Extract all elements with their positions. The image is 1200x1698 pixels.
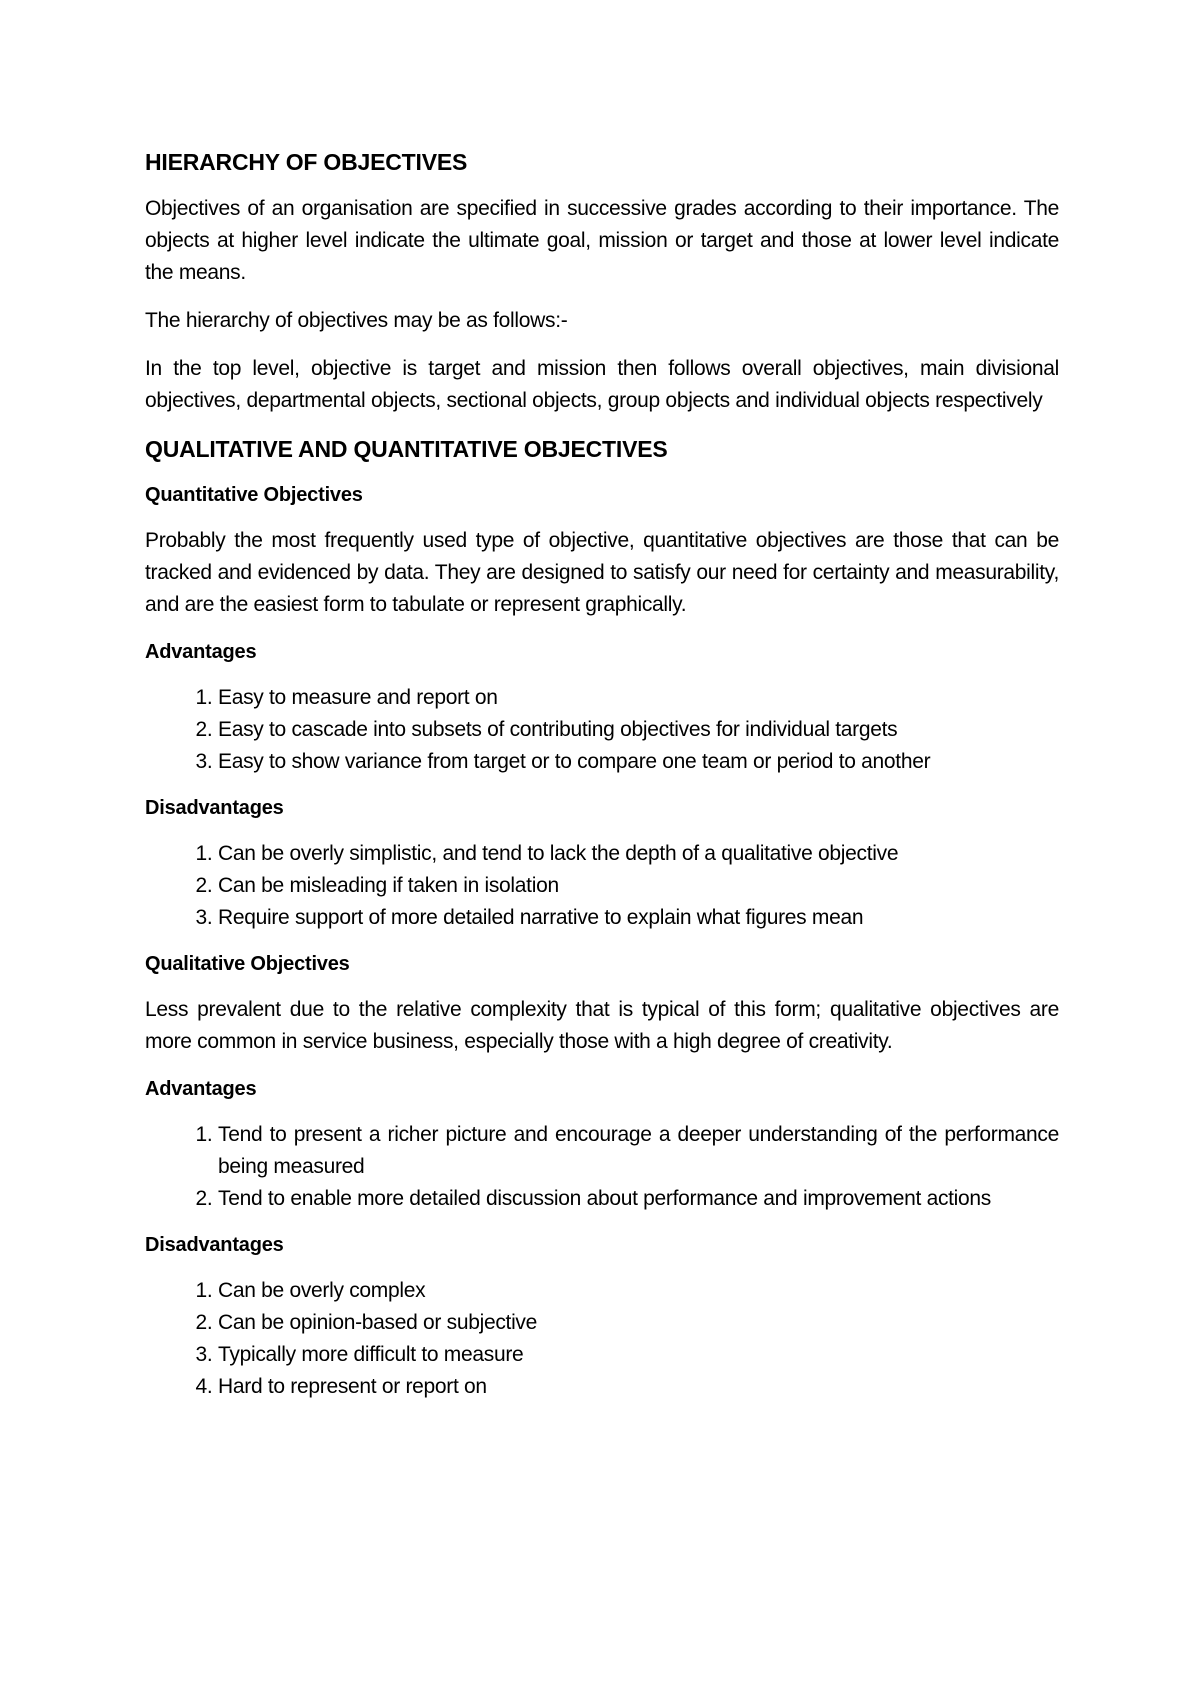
qualitative-advantages-heading: Advantages: [145, 1078, 257, 1100]
list-item: 1. Can be overly simplistic, and tend to lack the depth of a qualitative objective: [218, 838, 1059, 870]
quantitative-advantages-heading: Advantages: [145, 641, 257, 663]
qualitative-heading: Qualitative Objectives: [145, 953, 350, 975]
qualitative-disadvantages-list: [145, 1275, 1059, 1403]
quantitative-disadvantages-list: [145, 838, 1059, 934]
quantitative-disadvantages-heading: Disadvantages: [145, 797, 284, 819]
qual-quant-title: QUALITATIVE AND QUANTITATIVE OBJECTIVES: [145, 436, 668, 462]
list-item: 3. Easy to show variance from target or to compare one team or period to another: [218, 746, 1059, 778]
hierarchy-paragraph-2: The hierarchy of objectives may be as follows:-: [145, 309, 568, 332]
list-item: 1. Tend to present a richer picture and encourage a deeper understanding of the performance being measured: [218, 1119, 1059, 1183]
list-item: 3. Typically more difficult to measure: [218, 1339, 1059, 1371]
quantitative-heading: Quantitative Objectives: [145, 484, 363, 506]
hierarchy-paragraph-1: Objectives of an organisation are specified in successive grades according to their importance. The objects at higher level indicate the ultimate goal, mission or target and those at lower level indicate the means.: [145, 197, 1059, 284]
document-page: [145, 146, 1059, 1418]
list-item: 4. Hard to represent or report on: [218, 1371, 1059, 1403]
qualitative-disadvantages-heading: Disadvantages: [145, 1234, 284, 1256]
list-item: 2. Tend to enable more detailed discussion about performance and improvement actions: [218, 1183, 1059, 1215]
list-item: 1. Easy to measure and report on: [218, 682, 1059, 714]
list-item: 1. Can be overly complex: [218, 1275, 1059, 1307]
list-item: 3. Require support of more detailed narrative to explain what figures mean: [218, 902, 1059, 934]
qualitative-description: Less prevalent due to the relative complexity that is typical of this form; qualitative objectives are more common in service business, especially those with a high degree of creativity.: [145, 998, 1059, 1053]
quantitative-advantages-list: [145, 682, 1059, 778]
hierarchy-title: HIERARCHY OF OBJECTIVES: [145, 149, 468, 175]
quantitative-description: Probably the most frequently used type of objective, quantitative objectives are those that can be tracked and evidenced by data. They are designed to satisfy our need for certainty and measurability, and are the easiest form to tabulate or represent graphically.: [145, 529, 1059, 616]
list-item: 2. Easy to cascade into subsets of contributing objectives for individual targets: [218, 714, 1059, 746]
hierarchy-paragraph-3: In the top level, objective is target and mission then follows overall objectives, main divisional objectives, departmental objects, sectional objects, group objects and individual objects respectively: [145, 357, 1059, 412]
qualitative-advantages-list: [145, 1119, 1059, 1215]
list-item: 2. Can be opinion-based or subjective: [218, 1307, 1059, 1339]
list-item: 2. Can be misleading if taken in isolation: [218, 870, 1059, 902]
